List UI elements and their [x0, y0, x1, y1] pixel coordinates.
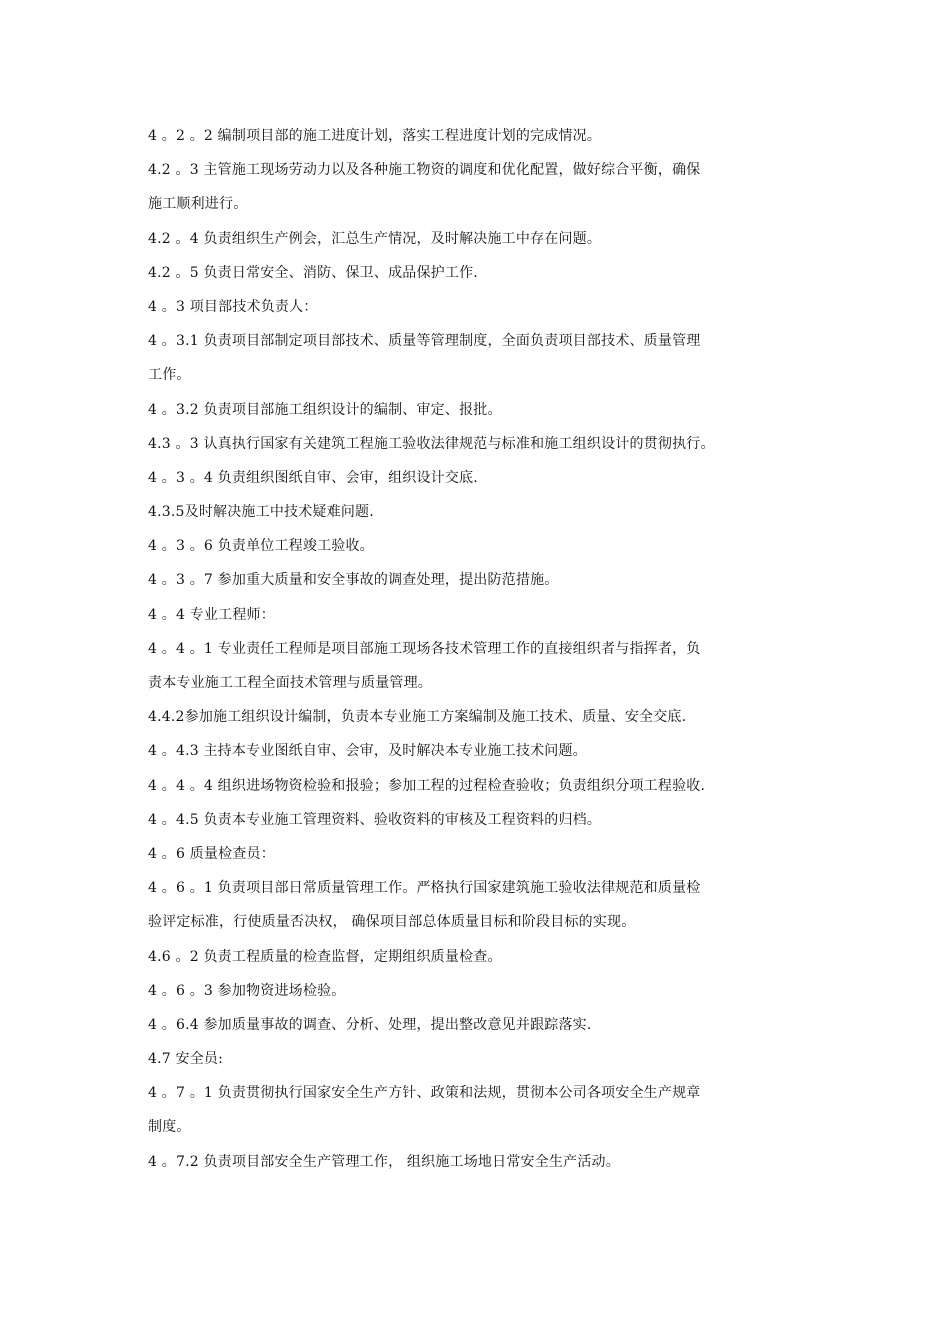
text-line: 4.4.2参加施工组织设计编制，负责本专业施工方案编制及施工技术、质量、安全交底. [148, 709, 687, 726]
text-line: 工作。 [148, 367, 191, 384]
text-line: 4.2 。3 主管施工现场劳动力以及各种施工物资的调度和优化配置，做好综合平衡，确保 [148, 162, 701, 179]
text-line: 4 。6 。1 负责项目部日常质量管理工作。严格执行国家建筑施工验收法律规范和质量检 [148, 880, 701, 897]
text-line: 4 。4.3 主持本专业图纸自审、会审，及时解决本专业施工技术问题。 [148, 743, 587, 760]
text-line: 4 。7.2 负责项目部安全生产管理工作， 组织施工场地日常安全生产活动。 [148, 1153, 620, 1170]
text-line: 4 。4.5 负责本专业施工管理资料、验收资料的审核及工程资料的归档。 [148, 811, 602, 828]
text-line: 4 。3.2 负责项目部施工组织设计的编制、审定、报批。 [148, 401, 502, 418]
text-line: 4.7 安全员: [148, 1051, 224, 1068]
text-line: 4 。6.4 参加质量事故的调查、分析、处理，提出整改意见并跟踪落实. [148, 1016, 592, 1033]
text-line: 4 。4 专业工程师： [148, 606, 275, 623]
text-line: 4.2 。4 负责组织生产例会，汇总生产情况，及时解决施工中存在问题。 [148, 230, 602, 247]
text-line: 4 。3.1 负责项目部制定项目部技术、质量等管理制度，全面负责项目部技术、质量管理 [148, 333, 701, 350]
text-line: 4 。4 。1 专业责任工程师是项目部施工现场各技术管理工作的直接组织者与指挥者，负 [148, 640, 701, 657]
text-line: 制度。 [148, 1119, 191, 1136]
text-line: 4.2 。5 负责日常安全、消防、保卫、成品保护工作. [148, 264, 478, 281]
text-line: 4 。6 质量检查员： [148, 845, 275, 862]
text-line: 4 。2 。2 编制项目部的施工进度计划，落实工程进度计划的完成情况。 [148, 128, 602, 144]
text-line: 4 。3 项目部技术负责人： [148, 298, 318, 315]
text-line: 验评定标准，行使质量否决权， 确保项目部总体质量目标和阶段目标的实现。 [148, 914, 636, 931]
document-body [148, 119, 818, 1179]
text-line: 4 。7 。1 负责贯彻执行国家安全生产方针、政策和法规，贯彻本公司各项安全生产规章 [148, 1085, 701, 1102]
text-line: 4.3.5及时解决施工中技术疑难问题. [148, 504, 374, 521]
text-line: 责本专业施工工程全面技术管理与质量管理。 [148, 675, 432, 691]
text-line: 4.6 。2 负责工程质量的检查监督，定期组织质量检查。 [148, 948, 502, 965]
text-line: 4 。4 。4 组织进场物资检验和报验；参加工程的过程检查验收；负责组织分项工程验收. [148, 777, 706, 794]
text-line: 4.3 。3 认真执行国家有关建筑工程施工验收法律规范与标准和施工组织设计的贯彻执行。 [148, 435, 715, 452]
text-line: 4 。3 。4 负责组织图纸自审、会审，组织设计交底. [148, 469, 478, 486]
text-line: 施工顺利进行。 [148, 196, 248, 213]
text-line: 4 。3 。6 负责单位工程竣工验收。 [148, 538, 374, 555]
text-line: 4 。6 。3 参加物资进场检验。 [148, 982, 346, 999]
text-line: 4 。3 。7 参加重大质量和安全事故的调查处理，提出防范措施。 [148, 572, 559, 589]
